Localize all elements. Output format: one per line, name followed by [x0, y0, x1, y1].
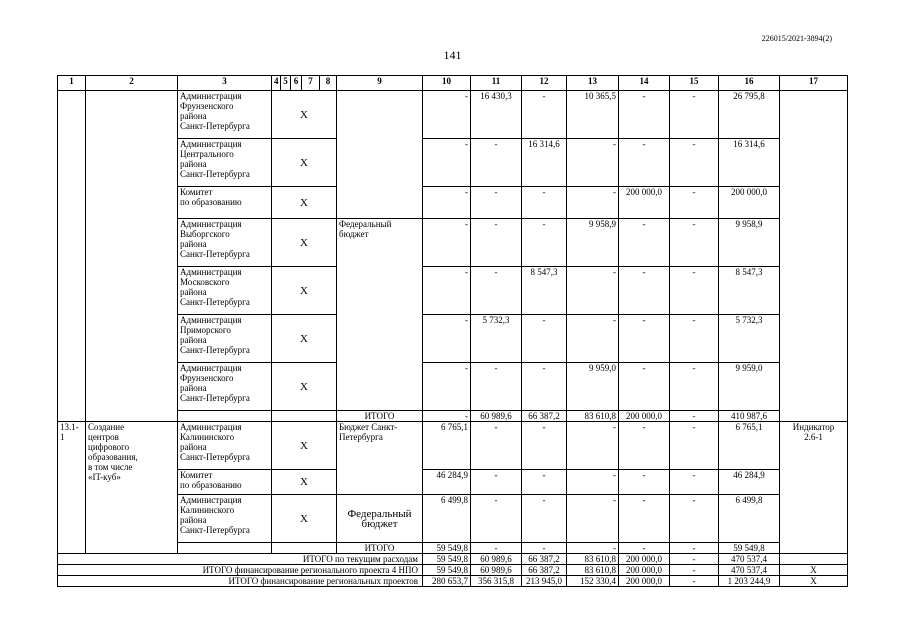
total-value-15: - — [670, 576, 719, 587]
budget-source-cell: Федеральный бюджет — [337, 219, 423, 411]
row-number-cell — [58, 91, 86, 422]
value-cell-10: - — [423, 139, 471, 187]
indicator-cell: Индикатор 2.6-1 — [780, 422, 848, 554]
value-cell-12: - — [522, 187, 567, 219]
value-cell-15: - — [670, 315, 719, 363]
value-cell-10: - — [423, 91, 471, 139]
value-cell-15: - — [670, 267, 719, 315]
itogo-label: ИТОГО — [337, 411, 423, 422]
empty-cell — [272, 543, 337, 554]
x-mark-cell: X — [272, 219, 337, 267]
value-cell-16: 16 314,6 — [719, 139, 780, 187]
value-cell-11: 16 430,3 — [471, 91, 522, 139]
value-cell-15: - — [670, 139, 719, 187]
budget-source-cell: Федеральный бюджет — [337, 495, 423, 543]
x-mark-cell: X — [272, 315, 337, 363]
col-header: 14 — [619, 76, 670, 91]
value-cell-12: - — [522, 422, 567, 470]
organization-cell: Администрация Центрального района Санкт-Петербурга — [178, 139, 272, 187]
value-cell-10: 6 499,8 — [423, 495, 471, 543]
value-cell-12: - — [522, 543, 567, 554]
organization-cell: Администрация Фрунзенского района Санкт-Петербурга — [178, 91, 272, 139]
total-value-11: 356 315,8 — [471, 576, 522, 587]
value-cell-11: - — [471, 187, 522, 219]
event-name-cell — [86, 91, 178, 422]
col-header: 3 — [178, 76, 272, 91]
value-cell-16: 9 958,9 — [719, 219, 780, 267]
value-cell-14: - — [619, 543, 670, 554]
value-cell-11: 60 989,6 — [471, 411, 522, 422]
value-cell-12: 16 314,6 — [522, 139, 567, 187]
value-cell-12: - — [522, 495, 567, 543]
x-mark-cell: X — [272, 187, 337, 219]
value-cell-14: - — [619, 267, 670, 315]
organization-cell: Администрация Московского района Санкт-Петербурга — [178, 267, 272, 315]
col-header: 7 — [302, 76, 320, 91]
value-cell-11: - — [471, 139, 522, 187]
value-cell-13: - — [567, 422, 619, 470]
page-number: 141 — [443, 48, 462, 62]
col-header: 17 — [780, 76, 848, 91]
total-label: ИТОГО финансирование региональных проектов — [58, 576, 423, 587]
value-cell-10: - — [423, 363, 471, 411]
indicator-cell — [780, 554, 848, 565]
col-header: 9 — [337, 76, 423, 91]
value-cell-12: 8 547,3 — [522, 267, 567, 315]
row-number-cell: 13.1-1 — [58, 422, 86, 554]
total-value-10: 280 653,7 — [423, 576, 471, 587]
total-value-12: 66 387,2 — [522, 554, 567, 565]
value-cell-13: - — [567, 495, 619, 543]
organization-cell: Комитет по образованию — [178, 470, 272, 495]
col-header: 15 — [670, 76, 719, 91]
value-cell-10: - — [423, 267, 471, 315]
value-cell-11: - — [471, 543, 522, 554]
value-cell-15: - — [670, 219, 719, 267]
value-cell-16: 9 959,0 — [719, 363, 780, 411]
value-cell-12: 66 387,2 — [522, 411, 567, 422]
organization-cell: Администрация Приморского района Санкт-Петербурга — [178, 315, 272, 363]
value-cell-16: 200 000,0 — [719, 187, 780, 219]
value-cell-11: - — [471, 495, 522, 543]
value-cell-10: - — [423, 411, 471, 422]
organization-cell: Администрация Калининского района Санкт-Петербурга — [178, 422, 272, 470]
value-cell-14: - — [619, 219, 670, 267]
value-cell-13: 9 959,0 — [567, 363, 619, 411]
value-cell-15: - — [670, 470, 719, 495]
value-cell-12: - — [522, 219, 567, 267]
value-cell-11: - — [471, 422, 522, 470]
value-cell-13: - — [567, 543, 619, 554]
x-mark-cell: X — [272, 422, 337, 470]
total-value-16: 470 537,4 — [719, 565, 780, 576]
value-cell-10: 46 284,9 — [423, 470, 471, 495]
value-cell-15: - — [670, 363, 719, 411]
organization-cell: Администрация Калининского района Санкт-Петербурга — [178, 495, 272, 543]
indicator-cell: X — [780, 565, 848, 576]
value-cell-14: 200 000,0 — [619, 411, 670, 422]
col-header: 13 — [567, 76, 619, 91]
total-row — [58, 576, 848, 587]
empty-cell — [272, 411, 337, 422]
x-mark-cell: X — [272, 91, 337, 139]
total-value-10: 59 549,8 — [423, 565, 471, 576]
itogo-label: ИТОГО — [337, 543, 423, 554]
total-value-12: 213 945,0 — [522, 576, 567, 587]
total-value-16: 470 537,4 — [719, 554, 780, 565]
value-cell-12: - — [522, 363, 567, 411]
header-row — [58, 76, 848, 91]
total-value-14: 200 000,0 — [619, 565, 670, 576]
col-header: 8 — [320, 76, 337, 91]
total-value-13: 83 610,8 — [567, 554, 619, 565]
total-label: ИТОГО по текущим расходам — [58, 554, 423, 565]
total-row — [58, 565, 848, 576]
col-header: 1 — [58, 76, 86, 91]
value-cell-13: - — [567, 139, 619, 187]
value-cell-11: - — [471, 219, 522, 267]
total-value-10: 59 549,8 — [423, 554, 471, 565]
budget-source-cell: Бюджет Санкт-Петербурга — [337, 422, 423, 495]
value-cell-12: - — [522, 91, 567, 139]
empty-cell — [178, 411, 272, 422]
total-value-13: 152 330,4 — [567, 576, 619, 587]
col-header: 4 — [272, 76, 281, 91]
value-cell-16: 8 547,3 — [719, 267, 780, 315]
value-cell-14: - — [619, 495, 670, 543]
indicator-cell — [780, 91, 848, 422]
col-header: 6 — [291, 76, 302, 91]
indicator-cell: X — [780, 576, 848, 587]
organization-cell: Администрация Фрунзенского района Санкт-Петербурга — [178, 363, 272, 411]
value-cell-11: - — [471, 363, 522, 411]
col-header: 16 — [719, 76, 780, 91]
value-cell-10: - — [423, 187, 471, 219]
value-cell-12: - — [522, 470, 567, 495]
value-cell-13: 10 365,5 — [567, 91, 619, 139]
col-header: 2 — [86, 76, 178, 91]
col-header: 11 — [471, 76, 522, 91]
total-value-12: 66 387,2 — [522, 565, 567, 576]
event-name-cell: Создание центров цифрового образования, в том числе «IT-куб» — [86, 422, 178, 554]
col-header: 10 — [423, 76, 471, 91]
budget-table — [57, 75, 848, 587]
total-value-11: 60 989,6 — [471, 554, 522, 565]
value-cell-14: 200 000,0 — [619, 187, 670, 219]
value-cell-13: - — [567, 187, 619, 219]
value-cell-15: - — [670, 91, 719, 139]
col-header: 5 — [281, 76, 291, 91]
value-cell-15: - — [670, 411, 719, 422]
value-cell-13: - — [567, 267, 619, 315]
total-value-14: 200 000,0 — [619, 554, 670, 565]
value-cell-14: - — [619, 315, 670, 363]
value-cell-16: 6 765,1 — [719, 422, 780, 470]
document-id: 226015/2021-3894(2) — [761, 34, 832, 43]
value-cell-15: - — [670, 187, 719, 219]
total-row — [58, 554, 848, 565]
value-cell-16: 26 795,8 — [719, 91, 780, 139]
organization-cell: Администрация Выборгского района Санкт-Петербурга — [178, 219, 272, 267]
organization-cell: Комитет по образованию — [178, 187, 272, 219]
value-cell-16: 59 549,8 — [719, 543, 780, 554]
table-row — [58, 91, 848, 139]
value-cell-14: - — [619, 91, 670, 139]
x-mark-cell: X — [272, 139, 337, 187]
value-cell-11: - — [471, 267, 522, 315]
x-mark-cell: X — [272, 363, 337, 411]
value-cell-10: 59 549,8 — [423, 543, 471, 554]
table-row — [58, 422, 848, 470]
total-value-13: 83 610,8 — [567, 565, 619, 576]
col-header: 12 — [522, 76, 567, 91]
x-mark-cell: X — [272, 495, 337, 543]
value-cell-13: 9 958,9 — [567, 219, 619, 267]
total-value-14: 200 000,0 — [619, 576, 670, 587]
value-cell-15: - — [670, 543, 719, 554]
value-cell-14: - — [619, 363, 670, 411]
value-cell-12: - — [522, 315, 567, 363]
value-cell-16: 46 284,9 — [719, 470, 780, 495]
value-cell-10: - — [423, 315, 471, 363]
value-cell-14: - — [619, 422, 670, 470]
total-value-15: - — [670, 554, 719, 565]
value-cell-16: 6 499,8 — [719, 495, 780, 543]
total-value-11: 60 989,6 — [471, 565, 522, 576]
x-mark-cell: X — [272, 470, 337, 495]
value-cell-16: 410 987,6 — [719, 411, 780, 422]
value-cell-16: 5 732,3 — [719, 315, 780, 363]
x-mark-cell: X — [272, 267, 337, 315]
empty-cell — [178, 543, 272, 554]
value-cell-13: - — [567, 470, 619, 495]
total-label: ИТОГО финансирование регионального проекта 4 НПО — [58, 565, 423, 576]
total-value-15: - — [670, 565, 719, 576]
value-cell-13: - — [567, 315, 619, 363]
value-cell-14: - — [619, 470, 670, 495]
value-cell-13: 83 610,8 — [567, 411, 619, 422]
value-cell-14: - — [619, 139, 670, 187]
value-cell-11: - — [471, 470, 522, 495]
value-cell-10: 6 765,1 — [423, 422, 471, 470]
value-cell-15: - — [670, 495, 719, 543]
value-cell-11: 5 732,3 — [471, 315, 522, 363]
total-value-16: 1 203 244,9 — [719, 576, 780, 587]
value-cell-10: - — [423, 219, 471, 267]
value-cell-15: - — [670, 422, 719, 470]
budget-source-cell — [337, 91, 423, 219]
